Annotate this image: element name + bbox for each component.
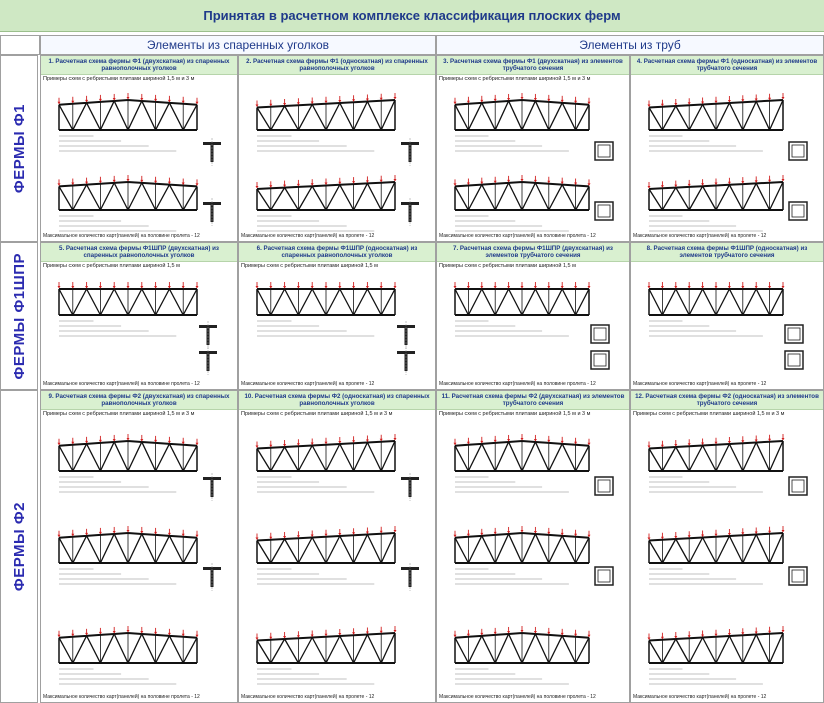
truss-diagram — [256, 93, 397, 151]
scheme-subtitle: Примеры схем с ребристыми плитами шириной 1,5 м и 3 м — [43, 411, 195, 417]
pipe-section-icon — [785, 325, 803, 343]
truss-diagram — [454, 434, 591, 492]
truss-diagram — [454, 626, 591, 684]
truss-diagram — [454, 282, 591, 336]
column-header-angles: Элементы из спаренных уголков — [40, 35, 436, 55]
double-angle-section-icon — [203, 473, 221, 501]
scheme-subtitle: Примеры схем с ребристыми плитами шириной 1,5 м — [241, 263, 378, 269]
page-title-bar — [0, 0, 824, 32]
truss-scheme-cell — [436, 242, 630, 390]
scheme-footnote: Максимальное количество карт(панелей) на пролете - 12 — [633, 381, 767, 387]
double-angle-section-icon — [199, 347, 217, 375]
scheme-title: 11. Расчетная схема фермы Ф2 (двухскатная) из элементов трубчатого сечения — [437, 391, 629, 410]
scheme-footnote: Максимальное количество карт(панелей) на пролете - 12 — [241, 233, 375, 239]
scheme-footnote: Максимальное количество карт(панелей) на половине пролета - 12 — [43, 233, 200, 239]
scheme-title: 8. Расчетная схема фермы Ф1ШПР (односкатная) из элементов трубчатого сечения — [631, 243, 823, 262]
pipe-section-icon — [595, 202, 613, 220]
scheme-footnote: Максимальное количество карт(панелей) на половине пролета - 12 — [43, 694, 200, 700]
truss-diagram — [648, 626, 785, 684]
truss-diagram — [58, 93, 199, 151]
truss-scheme-cell — [238, 242, 436, 390]
scheme-footnote: Максимальное количество карт(панелей) на половине пролета - 12 — [439, 694, 596, 700]
double-angle-section-icon — [401, 563, 419, 591]
scheme-subtitle: Примеры схем с ребристыми плитами шириной 1,5 м и 3 м — [241, 411, 393, 417]
page-title: Принятая в расчетном комплексе классификация плоских ферм — [203, 8, 621, 23]
scheme-subtitle: Примеры схем с ребристыми плитами шириной 1,5 м и 3 м — [633, 411, 785, 417]
truss-scheme-cell — [40, 242, 238, 390]
double-angle-section-icon — [203, 198, 221, 226]
truss-drawing — [239, 417, 435, 694]
truss-drawing — [41, 417, 237, 694]
corner-cell — [0, 35, 40, 55]
truss-scheme-cell — [630, 242, 824, 390]
scheme-subtitle: Примеры схем с ребристыми плитами шириной 1,5 м — [43, 263, 180, 269]
scheme-footnote: Максимальное количество карт(панелей) на половине пролета - 12 — [439, 381, 596, 387]
truss-diagram — [648, 526, 785, 584]
scheme-title: 3. Расчетная схема фермы Ф1 (двухскатная) из элементов трубчатого сечения — [437, 56, 629, 75]
double-angle-section-icon — [203, 138, 221, 166]
pipe-section-icon — [785, 351, 803, 369]
scheme-footnote: Максимальное количество карт(панелей) на половине пролета - 12 — [43, 381, 200, 387]
truss-drawing — [437, 82, 629, 233]
truss-diagram — [648, 175, 785, 231]
truss-scheme-cell — [40, 390, 238, 703]
scheme-subtitle: Примеры схем с ребристыми плитами шириной 1,5 м и 3 м — [43, 76, 195, 82]
truss-diagram — [648, 282, 785, 336]
truss-scheme-cell — [630, 390, 824, 703]
truss-drawing — [41, 82, 237, 233]
truss-diagram — [454, 526, 591, 584]
truss-scheme-cell — [436, 55, 630, 242]
truss-drawing — [631, 417, 823, 694]
truss-diagram — [58, 434, 199, 492]
truss-scheme-cell — [40, 55, 238, 242]
double-angle-section-icon — [401, 138, 419, 166]
scheme-title: 2. Расчетная схема фермы Ф1 (односкатная) из спаренных равнополочных уголков — [239, 56, 435, 75]
scheme-title: 12. Расчетная схема фермы Ф2 (односкатная) из элементов трубчатого сечения — [631, 391, 823, 410]
truss-drawing — [631, 269, 823, 381]
truss-drawing — [239, 269, 435, 381]
double-angle-section-icon — [397, 321, 415, 349]
scheme-title: 5. Расчетная схема фермы Ф1ШПР (двухскатная) из спаренных равнополочных уголков — [41, 243, 237, 262]
pipe-section-icon — [789, 202, 807, 220]
truss-scheme-cell — [436, 390, 630, 703]
double-angle-section-icon — [203, 563, 221, 591]
pipe-section-icon — [789, 477, 807, 495]
scheme-subtitle: Примеры схем с ребристыми плитами шириной 1,5 м — [439, 263, 576, 269]
truss-diagram — [256, 626, 397, 684]
truss-diagram — [58, 282, 199, 336]
truss-diagram — [454, 93, 591, 151]
scheme-footnote: Максимальное количество карт(панелей) на пролете - 12 — [241, 381, 375, 387]
truss-drawing — [437, 417, 629, 694]
truss-diagram — [648, 93, 785, 151]
pipe-section-icon — [591, 325, 609, 343]
pipe-section-icon — [595, 477, 613, 495]
truss-diagram — [58, 526, 199, 584]
row-label-f1shpr: ФЕРМЫ Ф1ШПР — [0, 242, 38, 390]
column-header-pipes: Элементы из труб — [436, 35, 824, 55]
row-label-f1: ФЕРМЫ Ф1 — [0, 55, 38, 242]
truss-diagram — [454, 175, 591, 231]
truss-diagram — [256, 175, 397, 231]
truss-drawing — [631, 82, 823, 233]
truss-diagram — [648, 434, 785, 492]
scheme-footnote: Максимальное количество карт(панелей) на пролете - 12 — [633, 233, 767, 239]
truss-diagram — [256, 282, 397, 336]
truss-diagram — [58, 175, 199, 231]
truss-diagram — [256, 434, 397, 492]
truss-scheme-cell — [630, 55, 824, 242]
double-angle-section-icon — [401, 473, 419, 501]
row-label-f2: ФЕРМЫ Ф2 — [0, 390, 38, 703]
pipe-section-icon — [595, 567, 613, 585]
pipe-section-icon — [789, 142, 807, 160]
double-angle-section-icon — [199, 321, 217, 349]
scheme-title: 1. Расчетная схема фермы Ф1 (двухскатная) из спаренных равнополочных уголков — [41, 56, 237, 75]
double-angle-section-icon — [401, 198, 419, 226]
truss-diagram — [58, 626, 199, 684]
scheme-footnote: Максимальное количество карт(панелей) на пролете - 12 — [241, 694, 375, 700]
scheme-footnote: Максимальное количество карт(панелей) на пролете - 12 — [633, 694, 767, 700]
pipe-section-icon — [595, 142, 613, 160]
scheme-title: 4. Расчетная схема фермы Ф1 (односкатная) из элементов трубчатого сечения — [631, 56, 823, 75]
scheme-title: 9. Расчетная схема фермы Ф2 (двухскатная) из спаренных равнополочных уголков — [41, 391, 237, 410]
truss-scheme-cell — [238, 55, 436, 242]
truss-scheme-cell — [238, 390, 436, 703]
pipe-section-icon — [591, 351, 609, 369]
scheme-footnote: Максимальное количество карт(панелей) на половине пролета - 12 — [439, 233, 596, 239]
classification-table — [0, 35, 824, 703]
truss-drawing — [41, 269, 237, 381]
truss-drawing — [239, 82, 435, 233]
pipe-section-icon — [789, 567, 807, 585]
scheme-title: 10. Расчетная схема фермы Ф2 (односкатная) из спаренных равнополочных уголков — [239, 391, 435, 410]
scheme-subtitle: Примеры схем с ребристыми плитами шириной 1,5 м и 3 м — [439, 411, 591, 417]
double-angle-section-icon — [397, 347, 415, 375]
scheme-subtitle: Примеры схем с ребристыми плитами шириной 1,5 м и 3 м — [439, 76, 591, 82]
scheme-title: 6. Расчетная схема фермы Ф1ШПР (односкатная) из спаренных равнополочных уголков — [239, 243, 435, 262]
truss-diagram — [256, 526, 397, 584]
truss-drawing — [437, 269, 629, 381]
scheme-title: 7. Расчетная схема фермы Ф1ШПР (двухскатная) из элементов трубчатого сечения — [437, 243, 629, 262]
